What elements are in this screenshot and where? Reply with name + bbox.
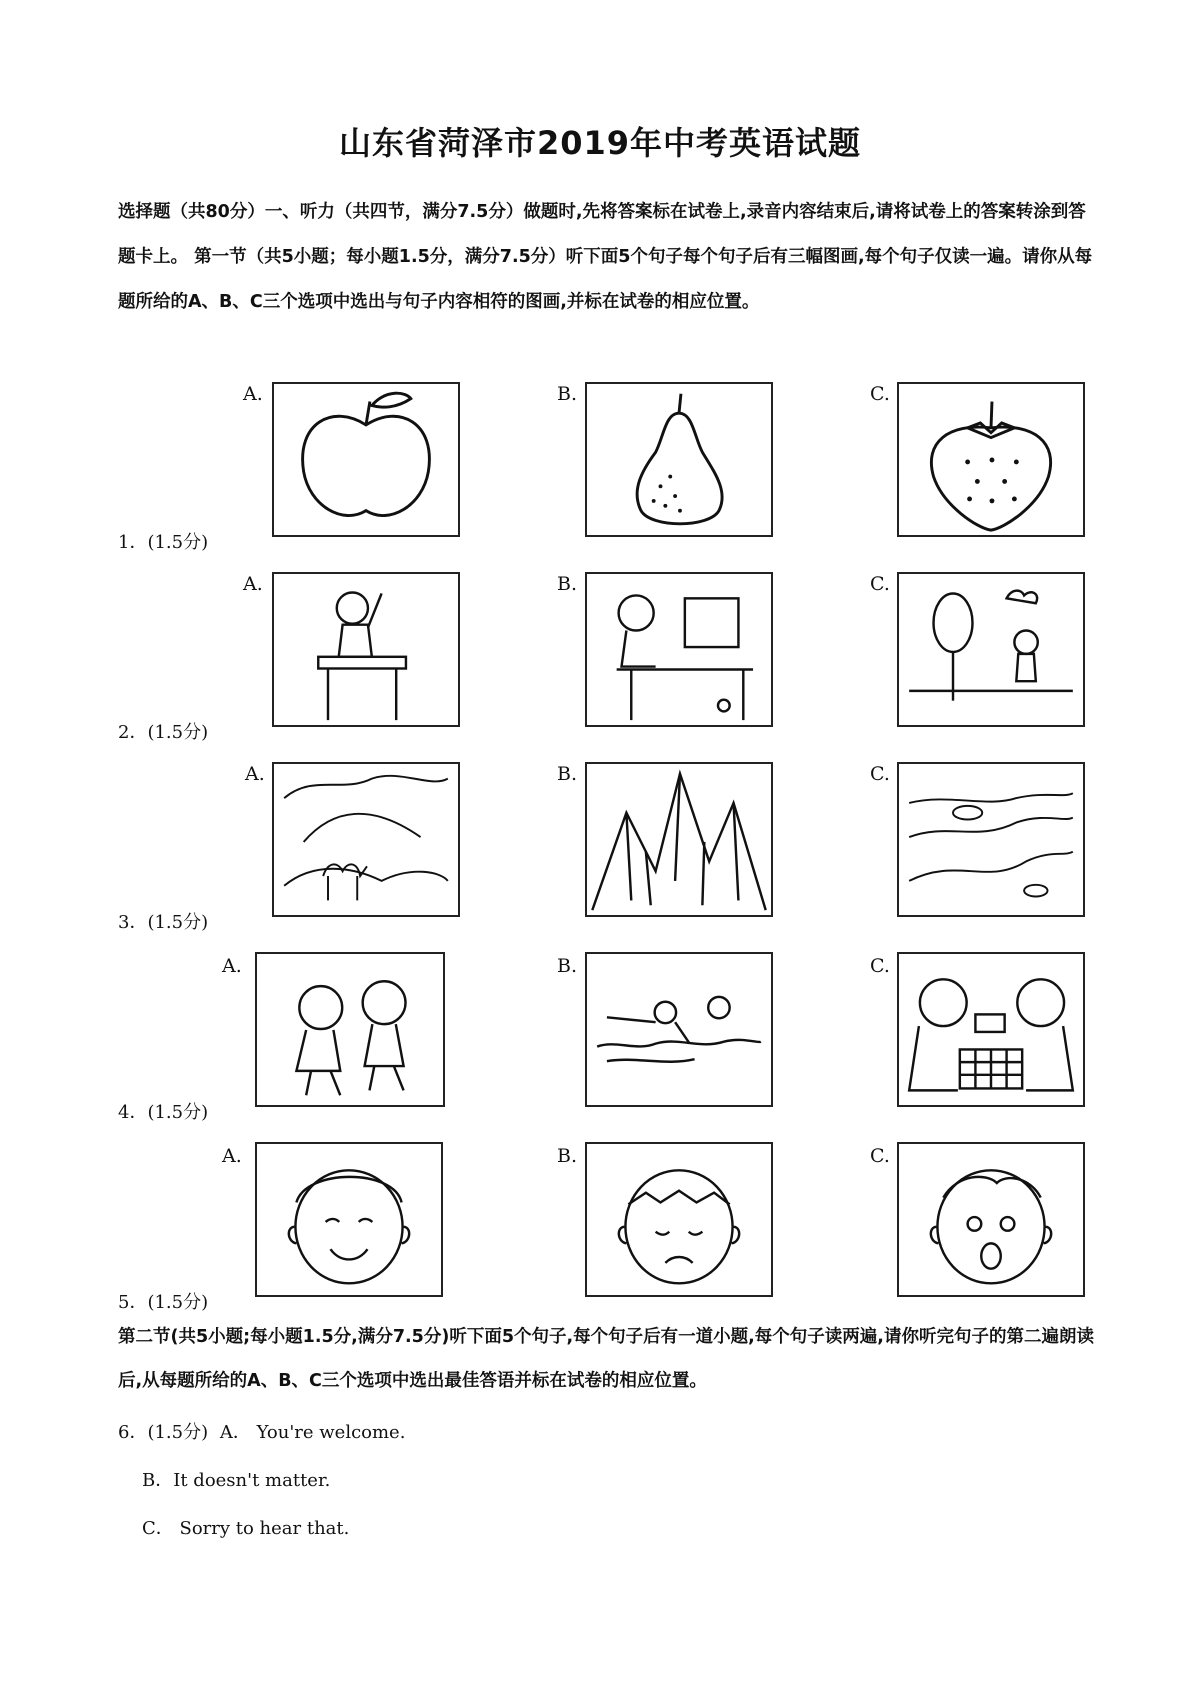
- tree-icon: [899, 574, 1083, 725]
- question-6-label: 6．(1.5分): [118, 1422, 209, 1443]
- happy-face-icon: [257, 1144, 441, 1295]
- question-2-label: 2．(1.5分): [118, 722, 209, 743]
- option-letter-b: B.: [557, 383, 578, 405]
- question-6-option-a: A． You're welcome.: [219, 1422, 406, 1443]
- option-letter-a: A.: [243, 573, 263, 595]
- question-1-label: 1．(1.5分): [118, 532, 209, 553]
- children-icon: [257, 954, 443, 1105]
- question-3-label: 3．(1.5分): [118, 912, 209, 933]
- question-6-option-c: C． Sorry to hear that.: [142, 1518, 350, 1539]
- option-letter-b: B.: [557, 955, 578, 977]
- surprised-face-icon: [899, 1144, 1083, 1295]
- option-letter-a: A.: [243, 383, 263, 405]
- children-running-picture: [255, 952, 445, 1107]
- section1-instructions: 选择题（共80分）一、听力（共四节，满分7.5分）做题时,先将答案标在试卷上,录音内容结束后,请将试卷上的答案转涂到答题卡上。 第一节（共5小题；每小题1.5分，满分7.5分）听下面5个句子每个句子后有三幅图画,每个句子仅读一遍。请你从每题所给的A、B、C三个选项中选出与句子内容相符的图画,并标在试卷的相应位置。: [118, 202, 1093, 312]
- option-letter-b: B.: [557, 573, 578, 595]
- question-6-line: [118, 1418, 405, 1444]
- option-letter-a: A.: [222, 955, 242, 977]
- option-letter-c: C.: [870, 955, 890, 977]
- boy-by-tree-picture: [897, 572, 1085, 727]
- question-5-label: 5．(1.5分): [118, 1292, 209, 1313]
- mountain-icon: [587, 764, 771, 915]
- children-playing-chess-picture: [897, 952, 1085, 1107]
- surprised-face-picture: [897, 1142, 1085, 1297]
- option-letter-b: B.: [557, 1145, 578, 1167]
- section2-instructions: 第二节(共5小题;每小题1.5分,满分7.5分)听下面5个句子,每个句子后有一道小题,每个句子读两遍,请你听完句子的第二遍朗读后,从每题所给的A、B、C三个选项中选出最佳答语并标在试卷的相应位置。: [118, 1327, 1094, 1391]
- boy-raising-hand-picture: [272, 572, 460, 727]
- page-title: 山东省菏泽市2019年中考英语试题: [338, 124, 862, 162]
- happy-face-picture: [255, 1142, 443, 1297]
- option-letter-a: A.: [245, 763, 265, 785]
- question-6-option-b: B．It doesn't matter.: [142, 1470, 331, 1491]
- sad-face-picture: [585, 1142, 773, 1297]
- chess-icon: [899, 954, 1083, 1105]
- option-letter-c: C.: [870, 763, 890, 785]
- mountains-picture: [585, 762, 773, 917]
- option-letter-c: C.: [870, 573, 890, 595]
- computer-icon: [587, 574, 771, 725]
- sad-face-icon: [587, 1144, 771, 1295]
- pear-picture: [585, 382, 773, 537]
- boy-at-desk-icon: [274, 574, 458, 725]
- river-picture: [897, 762, 1085, 917]
- option-letter-c: C.: [870, 1145, 890, 1167]
- camel-icon: [274, 764, 458, 915]
- children-swimming-picture: [585, 952, 773, 1107]
- strawberry-picture: [897, 382, 1085, 537]
- pear-icon: [587, 384, 771, 535]
- apple-picture: [272, 382, 460, 537]
- option-letter-c: C.: [870, 383, 890, 405]
- strawberry-icon: [899, 384, 1083, 535]
- desert-camel-picture: [272, 762, 460, 917]
- swimming-icon: [587, 954, 771, 1105]
- option-letter-a: A.: [222, 1145, 242, 1167]
- boy-at-computer-picture: [585, 572, 773, 727]
- river-icon: [899, 764, 1083, 915]
- apple-icon: [274, 384, 458, 535]
- option-letter-b: B.: [557, 763, 578, 785]
- question-4-label: 4．(1.5分): [118, 1102, 209, 1123]
